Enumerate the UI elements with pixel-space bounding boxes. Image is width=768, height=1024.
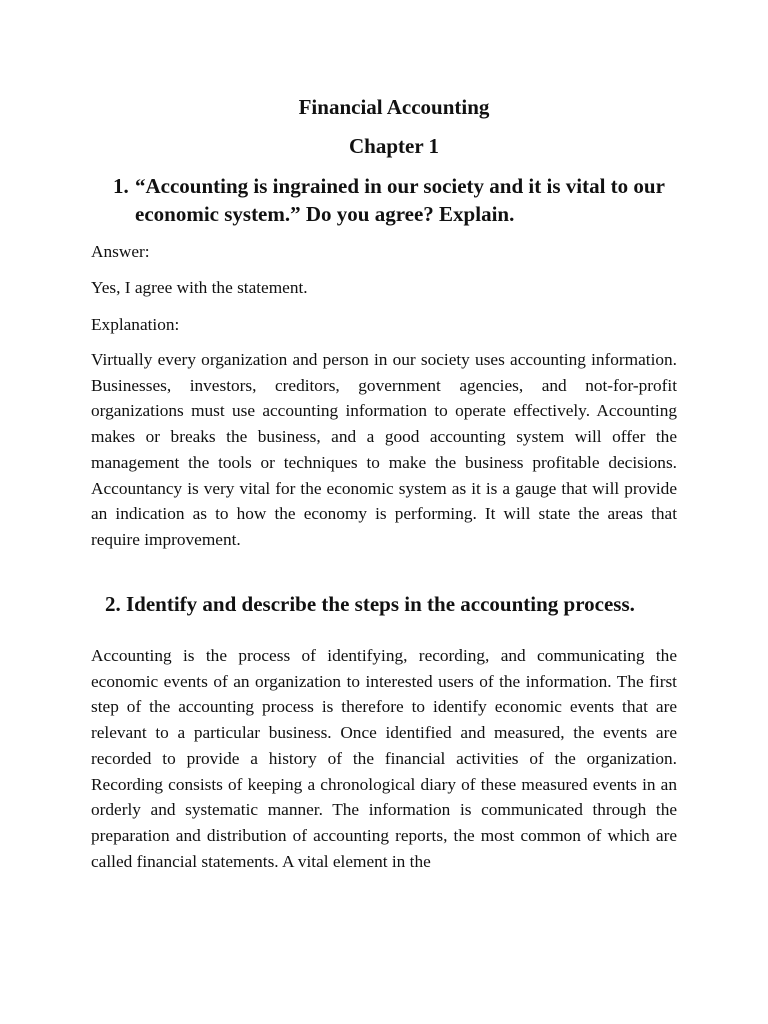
explanation-paragraph: Virtually every organization and person in our society uses accounting information. Businesses, investors, creditors, government agencies, and not-for-profit organizations must use accounting information to operate effectively. Accounting makes or breaks the business, and a good accounting system will offer the management the tools or techniques to make the business profitable decisions. Accountancy is very vital for the economic system as it is a gauge that will provide an indication as to how the economy is performing. It will state the areas that require improvement. [91,350,677,549]
question-2-text: Identify and describe the steps in the accounting process. [126,592,635,616]
document-title: Financial Accounting [298,95,490,119]
chapter-title: Chapter 1 [348,134,440,158]
question-1 [113,172,683,228]
explanation-label: Explanation: [91,315,180,334]
question-1-number: 1. [113,174,129,198]
answer-text: Yes, I agree with the statement. [91,278,308,297]
question-1-text: “Accounting is ingrained in our society and it is vital to our economic system.” Do you agree? Explain. [135,174,665,226]
question-2-number: 2. [105,592,121,616]
question-2 [105,590,695,618]
accounting-process-paragraph: Accounting is the process of identifying, recording, and communicating the economic events of an organization to interested users of the information. The first step of the accounting process is therefore to identify economic events that are relevant to a particular business. Once identified and measured, the events are recorded to provide a history of the financial activities of the organization. Recording consists of keeping a chronological diary of these measured events in an orderly and systematic manner. The information is communicated through the preparation and distribution of accounting reports, the most common of which are called financial statements. A vital element in the [91,646,677,871]
answer-label: Answer: [91,242,150,261]
